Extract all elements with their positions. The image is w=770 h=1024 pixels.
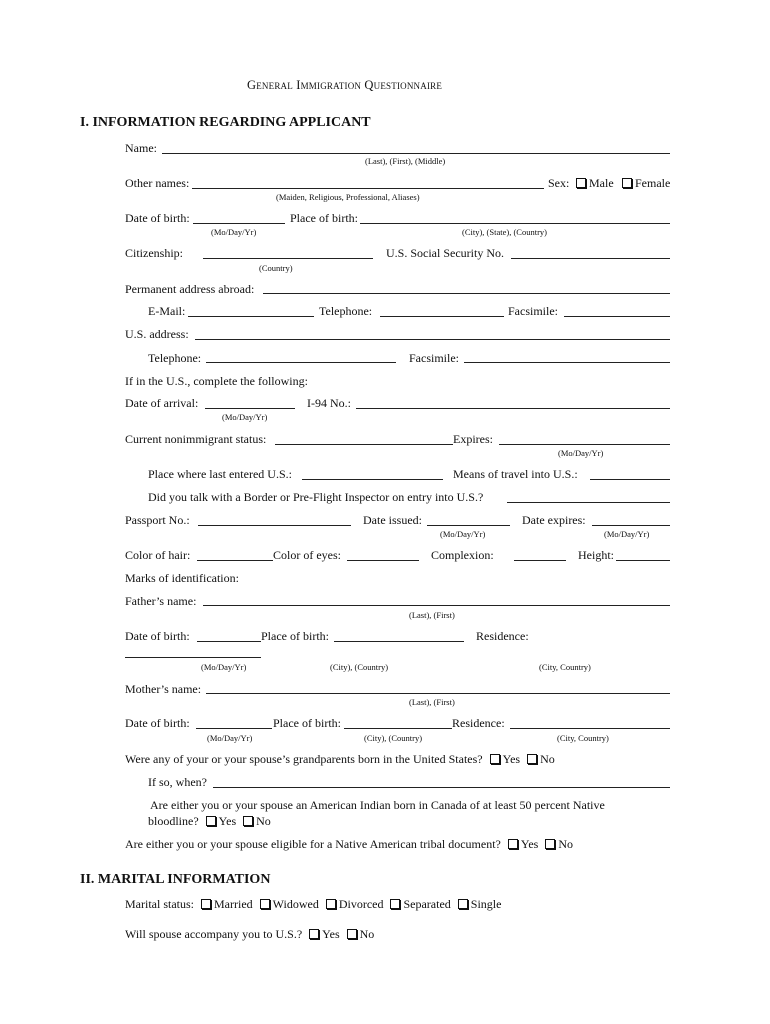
mother-caption: (Last), (First) [409,697,455,707]
pob-caption: (City), (State), (Country) [462,227,547,237]
checkbox-icon[interactable] [243,816,253,826]
mother-dob-field[interactable] [196,728,272,729]
perm-address-label: Permanent address abroad: [125,282,255,296]
marital-status-row: Marital status: Married Widowed Divorced Separated Single [125,897,502,911]
nonimm-field[interactable] [275,444,453,445]
border-field[interactable] [507,502,670,503]
father-dob-field[interactable] [197,641,261,642]
passport-field[interactable] [198,525,351,526]
telephone-label: Telephone: [319,304,373,318]
arrival-caption: (Mo/Day/Yr) [222,412,268,422]
citizenship-field[interactable] [203,258,373,259]
expires-field[interactable] [499,444,670,445]
checkbox-icon[interactable] [545,839,555,849]
if-so-when-label: If so, when? [148,775,207,789]
single-option[interactable]: Single [454,897,502,911]
mother-res-field[interactable] [510,728,670,729]
citizenship-label: Citizenship: [125,246,183,260]
accompany-no-option[interactable]: No [343,927,375,941]
checkbox-icon[interactable] [347,929,357,939]
accompany-question: Will spouse accompany you to U.S.? Yes No [125,927,375,941]
means-travel-label: Means of travel into U.S.: [453,467,578,481]
i94-label: I-94 No.: [307,396,351,410]
sex-female-option[interactable]: Female [618,176,670,191]
other-names-field[interactable] [192,188,544,189]
date-expires-caption: (Mo/Day/Yr) [604,529,650,539]
father-pob-field[interactable] [334,641,464,642]
date-issued-field[interactable] [427,525,510,526]
checkbox-icon[interactable] [458,899,468,909]
father-label: Father’s name: [125,594,197,608]
tribal-question: Are either you or your spouse eligible for a Native American tribal document? Yes No [125,837,574,851]
sex-label: Sex: [548,176,570,190]
ssn-label: U.S. Social Security No. [386,246,504,260]
email-field[interactable] [188,316,314,317]
arrival-field[interactable] [205,408,295,409]
married-option[interactable]: Married [197,897,253,911]
us-facsimile-field[interactable] [464,362,670,363]
complexion-label: Complexion: [431,548,494,562]
height-field[interactable] [616,560,670,561]
father-res-caption: (City, Country) [539,662,591,672]
hair-field[interactable] [197,560,273,561]
mother-dob-label: Date of birth: [125,716,190,730]
checkbox-icon[interactable] [206,816,216,826]
checkbox-icon[interactable] [326,899,336,909]
father-field[interactable] [203,605,670,606]
mother-res-label: Residence: [452,716,505,730]
mother-label: Mother’s name: [125,682,202,696]
country-caption: (Country) [259,263,293,273]
i94-field[interactable] [356,408,670,409]
place-entered-field[interactable] [302,479,443,480]
checkbox-icon[interactable] [508,839,518,849]
dob-caption: (Mo/Day/Yr) [211,227,257,237]
grandparents-no-option[interactable]: No [523,752,555,766]
date-expires-field[interactable] [592,525,670,526]
page-title: General Immigration Questionnaire [247,78,443,92]
name-label: Name: [125,141,157,155]
pob-field[interactable] [360,223,670,224]
checkbox-icon[interactable] [490,754,500,764]
checkbox-icon[interactable] [309,929,319,939]
tribal-yes-option[interactable]: Yes [504,837,538,851]
us-telephone-label: Telephone: [148,351,202,365]
grandparents-question: Were any of your or your spouse’s grandparents born in the United States? Yes No [125,752,555,766]
father-dob-label: Date of birth: [125,629,190,643]
father-caption: (Last), (First) [409,610,455,620]
if-so-when-field[interactable] [213,787,670,788]
dob-field[interactable] [193,223,285,224]
widowed-option[interactable]: Widowed [256,897,319,911]
facsimile-label: Facsimile: [508,304,558,318]
means-travel-field[interactable] [590,479,670,480]
dob-label: Date of birth: [125,211,190,225]
height-label: Height: [578,548,614,562]
if-in-us-label: If in the U.S., complete the following: [125,374,308,388]
indian-question-line1: Are either you or your spouse an American Indian born in Canada of at least 50 percent Native [150,798,605,812]
place-entered-label: Place where last entered U.S.: [148,467,292,481]
email-label: E-Mail: [148,304,186,318]
expires-label: Expires: [453,432,493,446]
sex-male-option[interactable]: Male [572,176,614,191]
name-caption: (Last), (First), (Middle) [365,156,446,166]
arrival-label: Date of arrival: [125,396,199,410]
father-pob-label: Place of birth: [261,629,329,643]
eyes-label: Color of eyes: [273,548,341,562]
grandparents-yes-option[interactable]: Yes [486,752,520,766]
checkbox-icon[interactable] [527,754,537,764]
mother-res-caption: (City, Country) [557,733,609,743]
facsimile-field[interactable] [564,316,670,317]
date-expires-label: Date expires: [522,513,586,527]
expires-caption: (Mo/Day/Yr) [558,448,604,458]
indian-question-line2: bloodline? Yes No [148,814,271,828]
perm-address-field[interactable] [263,293,670,294]
pob-label: Place of birth: [290,211,358,225]
date-issued-label: Date issued: [363,513,422,527]
mother-pob-field[interactable] [344,728,452,729]
father-dob-caption: (Mo/Day/Yr) [201,662,247,672]
complexion-field[interactable] [514,560,566,561]
marks-label: Marks of identification: [125,571,239,585]
indian-yes-option[interactable]: Yes [202,814,236,828]
section-2-heading: II. MARITAL INFORMATION [80,872,271,887]
other-names-caption: (Maiden, Religious, Professional, Aliases) [276,192,420,202]
us-telephone-field[interactable] [206,362,396,363]
tribal-no-option[interactable]: No [541,837,573,851]
eyes-field[interactable] [347,560,419,561]
hair-label: Color of hair: [125,548,191,562]
father-res-field[interactable] [125,657,261,658]
checkbox-icon[interactable] [201,899,211,909]
us-address-label: U.S. address: [125,327,189,341]
accompany-yes-option[interactable]: Yes [305,927,339,941]
us-facsimile-label: Facsimile: [409,351,459,365]
border-label: Did you talk with a Border or Pre-Flight Inspector on entry into U.S.? [148,490,484,504]
issued-caption: (Mo/Day/Yr) [440,529,486,539]
other-names-label: Other names: [125,176,190,190]
checkbox-icon[interactable] [576,178,586,188]
checkbox-icon[interactable] [622,178,632,188]
indian-no-option[interactable]: No [239,814,271,828]
mother-dob-caption: (Mo/Day/Yr) [207,733,253,743]
ssn-field[interactable] [511,258,670,259]
passport-label: Passport No.: [125,513,190,527]
name-field[interactable] [162,153,670,154]
separated-option[interactable]: Separated [386,897,450,911]
divorced-option[interactable]: Divorced [322,897,384,911]
section-1-heading: I. INFORMATION REGARDING APPLICANT [80,115,371,130]
telephone-field[interactable] [380,316,504,317]
father-pob-caption: (City), (Country) [330,662,389,672]
mother-pob-label: Place of birth: [273,716,341,730]
checkbox-icon[interactable] [390,899,400,909]
checkbox-icon[interactable] [260,899,270,909]
nonimm-label: Current nonimmigrant status: [125,432,267,446]
mother-pob-caption: (City), (Country) [364,733,423,743]
mother-field[interactable] [206,693,670,694]
father-res-label: Residence: [476,629,529,643]
us-address-field[interactable] [195,339,670,340]
